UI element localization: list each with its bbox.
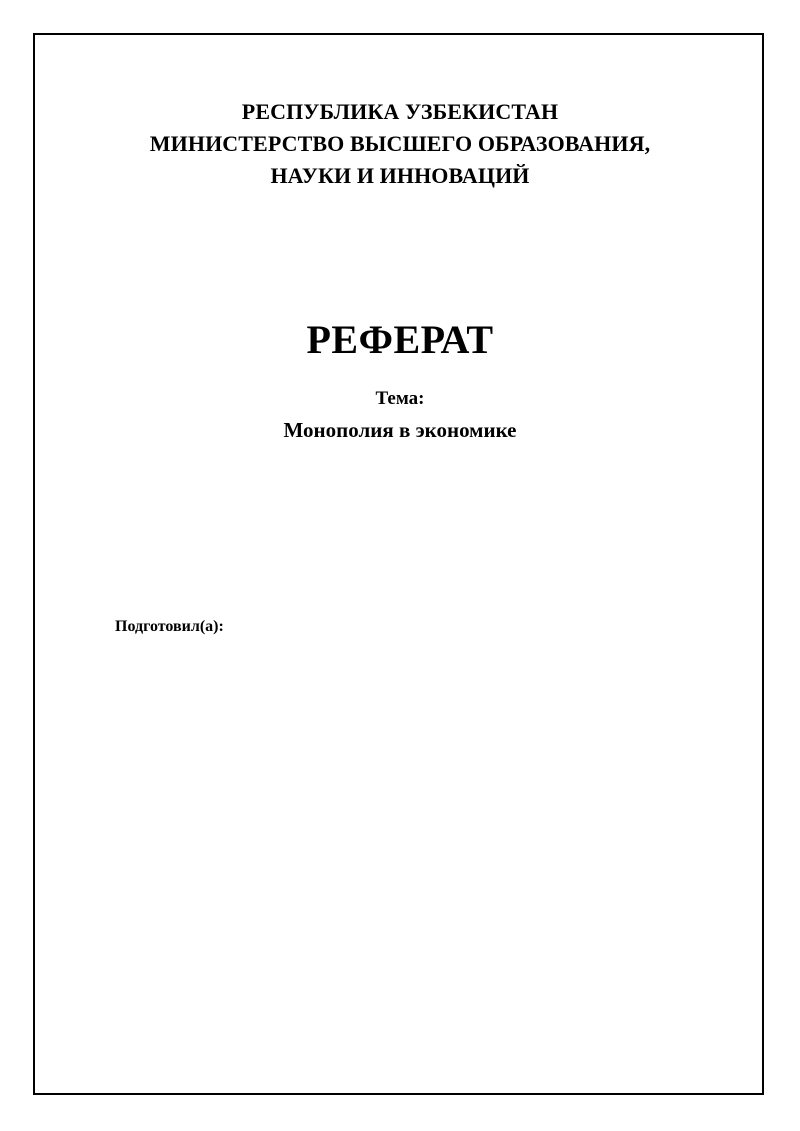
header-country: РЕСПУБЛИКА УЗБЕКИСТАН: [241, 99, 559, 124]
document-title: РЕФЕРАТ: [306, 317, 494, 362]
topic-label: Тема:: [375, 388, 425, 409]
prepared-by-label: Подготовил(а):: [115, 618, 224, 635]
header-ministry: МИНИСТЕРСТВО ВЫСШЕГО ОБРАЗОВАНИЯ,: [149, 131, 651, 156]
topic-value: Монополия в экономике: [283, 418, 517, 442]
header-ministry-continued: НАУКИ И ИННОВАЦИЙ: [270, 163, 530, 188]
document-header: [0, 96, 800, 192]
page-border: [33, 33, 764, 1095]
